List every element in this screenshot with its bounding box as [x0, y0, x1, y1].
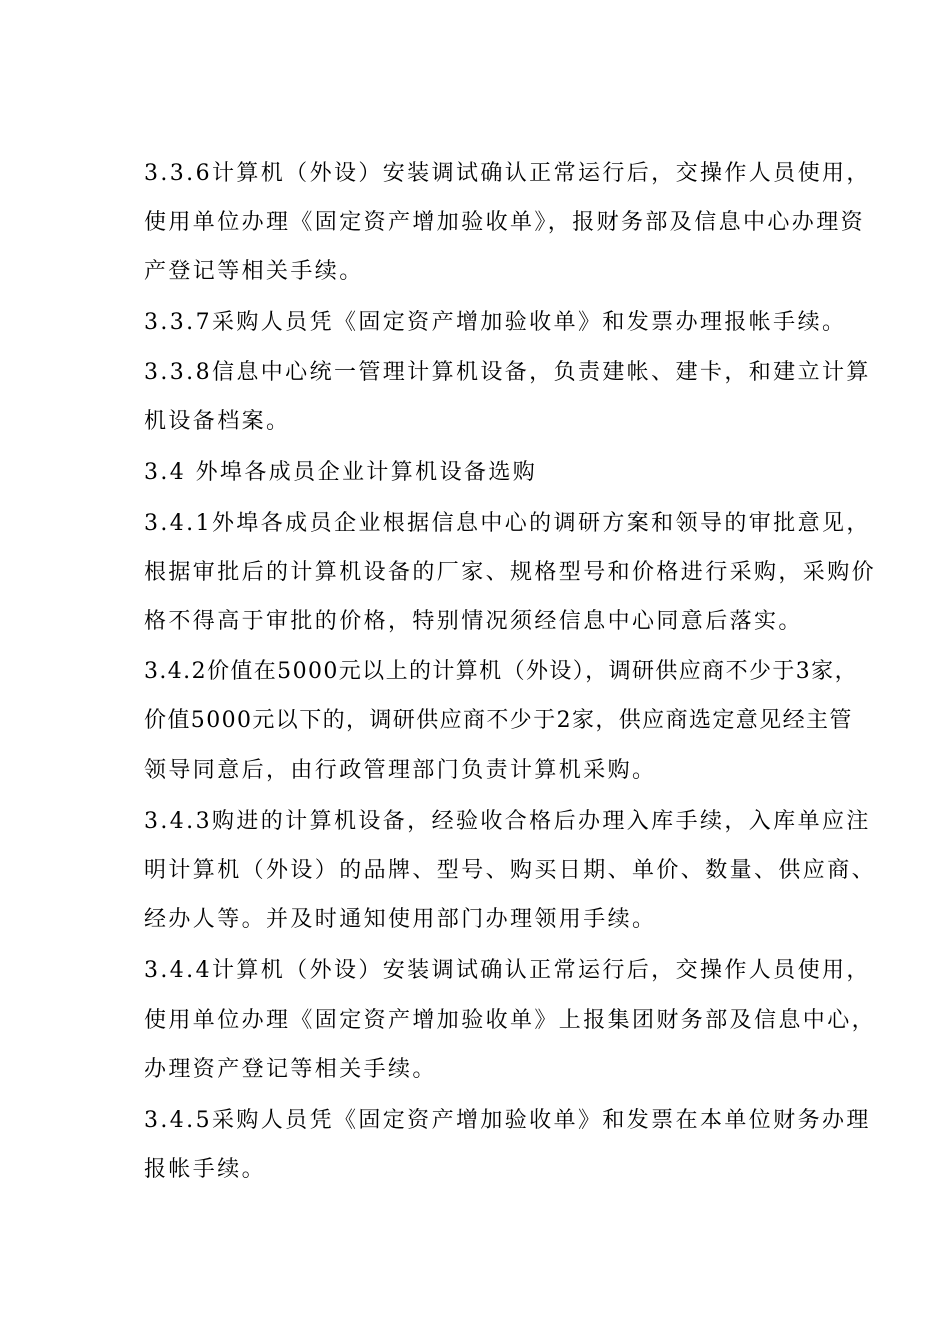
text-line-8: 3.4.1外埠各成员企业根据信息中心的调研方案和领导的审批意见， [144, 511, 871, 536]
section-heading-3-4: 3.4 外埠各成员企业计算机设备选购 [144, 460, 538, 485]
text-line-9: 根据审批后的计算机设备的厂家、规格型号和价格进行采购，采购价 [144, 560, 877, 585]
text-line-19: 办理资产登记等相关手续。 [144, 1057, 437, 1082]
text-line-15: 明计算机（外设）的品牌、型号、购买日期、单价、数量、供应商、 [144, 858, 877, 883]
text-line-18: 使用单位办理《固定资产增加验收单》上报集团财务部及信息中心， [144, 1008, 877, 1033]
text-line-2: 使用单位办理《固定资产增加验收单》，报财务部及信息中心办理资 [144, 210, 866, 235]
text-line-4: 3.3.7采购人员凭《固定资产增加验收单》和发票办理报帐手续。 [144, 310, 847, 335]
text-line-10: 格不得高于审批的价格，特别情况须经信息中心同意后落实。 [144, 609, 803, 634]
text-line-16: 经办人等。并及时通知使用部门办理领用手续。 [144, 907, 657, 932]
text-line-20: 3.4.5采购人员凭《固定资产增加验收单》和发票在本单位财务办理 [144, 1108, 871, 1133]
text-line-6: 机设备档案。 [144, 409, 291, 434]
text-line-21: 报帐手续。 [144, 1157, 267, 1182]
text-line-12: 价值5000元以下的，调研供应商不少于2家，供应商选定意见经主管 [144, 708, 853, 733]
text-line-3: 产登记等相关手续。 [144, 259, 364, 284]
text-line-17: 3.4.4计算机（外设）安装调试确认正常运行后，交操作人员使用， [144, 958, 871, 983]
text-line-5: 3.3.8信息中心统一管理计算机设备，负责建帐、建卡，和建立计算 [144, 360, 871, 385]
text-line-1: 3.3.6计算机（外设）安装调试确认正常运行后，交操作人员使用， [144, 161, 871, 186]
text-line-13: 领导同意后，由行政管理部门负责计算机采购。 [144, 758, 657, 783]
text-line-11: 3.4.2价值在5000元以上的计算机（外设），调研供应商不少于3家， [144, 659, 858, 684]
text-line-14: 3.4.3购进的计算机设备，经验收合格后办理入库手续，入库单应注 [144, 809, 871, 834]
